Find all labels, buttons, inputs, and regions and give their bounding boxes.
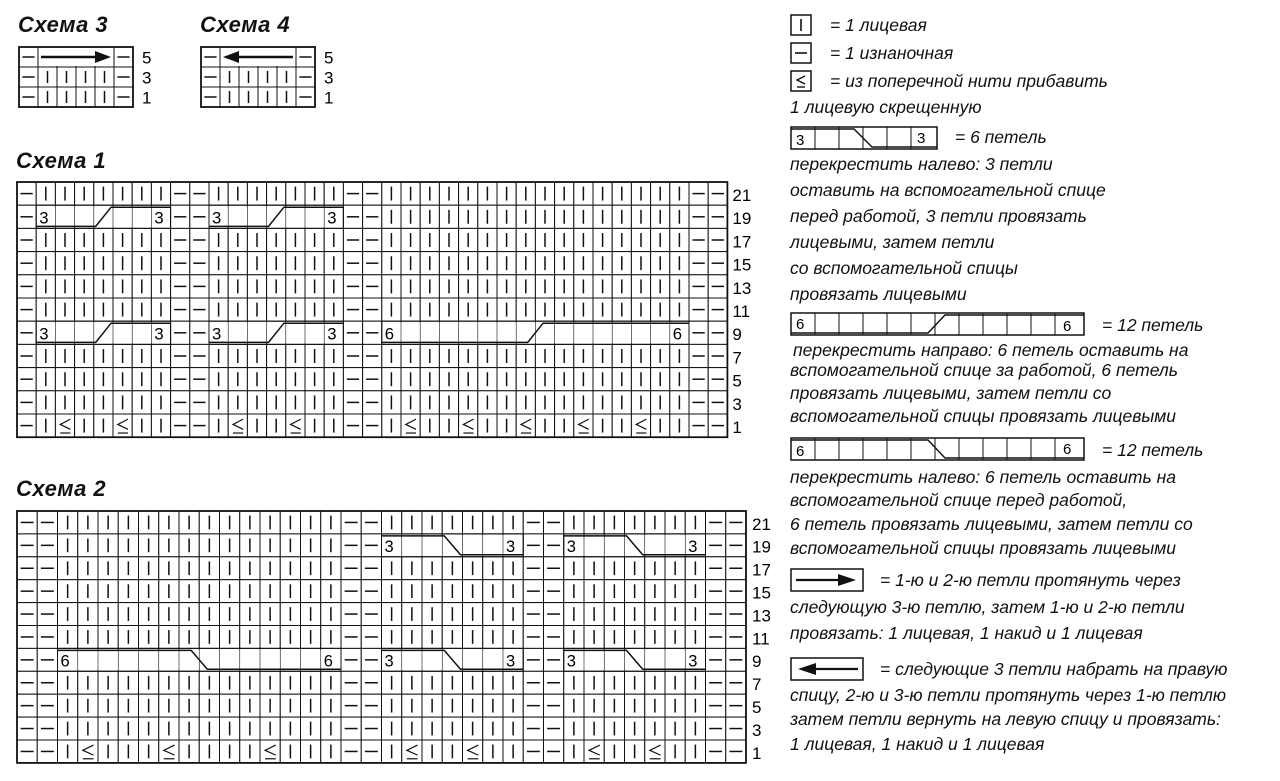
scheme-3-title: Схема 3	[18, 12, 109, 37]
legend-cable-6-desc-3: перед работой, 3 петли провязать	[790, 206, 1087, 226]
stitch-cell	[631, 414, 650, 437]
row-number: 11	[732, 302, 751, 322]
cable-12-right-symbol-icon	[790, 311, 1086, 337]
cable-12-left-num-a: 6	[796, 443, 805, 460]
legend-cable-6-desc-4: лицевыми, затем петли	[790, 232, 995, 252]
cable-count-label: 6	[672, 324, 683, 344]
arrow-left-symbol-icon	[790, 657, 864, 681]
legend-cable-12-left-label: = 12 петель	[1102, 440, 1204, 460]
stitch-cell	[78, 740, 98, 763]
row-number: 15	[732, 255, 752, 275]
s1-chart	[17, 182, 751, 437]
cable-count-label: 6	[323, 652, 333, 671]
legend-cable-12-right-desc-3: провязать лицевыми, затем петли со	[790, 383, 1112, 403]
legend-cable-12-right-desc-4: вспомогательной спицы провязать лицевыми	[790, 406, 1176, 426]
legend-arrow-right-desc-2: провязать: 1 лицевая, 1 накид и 1 лицевая	[790, 623, 1143, 643]
s4-chart	[201, 47, 333, 107]
cable-count-label: 3	[154, 324, 164, 344]
row-number: 9	[732, 325, 742, 345]
cable-12-left-symbol-icon	[790, 436, 1086, 462]
cable-count-label: 3	[212, 208, 222, 228]
row-number: 3	[142, 68, 152, 88]
legend-arrow-left-desc-2: затем петли вернуть на левую спицу и провязать:	[790, 709, 1221, 729]
s2-chart	[17, 511, 771, 763]
legend-cable-6-desc-6: провязать лицевыми	[790, 284, 967, 304]
cable-12-right-num-b: 6	[1063, 318, 1072, 335]
row-number: 17	[752, 560, 771, 580]
stitch-cell	[113, 414, 132, 437]
scheme-2-title: Схема 2	[16, 476, 107, 501]
row-number: 5	[732, 371, 742, 391]
legend-cable-12-left-desc-2: вспомогательной спице перед работой,	[790, 490, 1128, 510]
row-number: 5	[324, 48, 334, 68]
legend-arrow-left-desc-3: 1 лицевая, 1 накид и 1 лицевая	[790, 734, 1045, 754]
legend-cable-12-right-desc-2: вспомогательной спице за работой, 6 петель	[790, 360, 1178, 380]
row-number: 1	[732, 418, 742, 438]
increase-symbol-icon	[790, 70, 812, 92]
row-number: 13	[752, 606, 771, 626]
stitch-cell	[55, 414, 74, 437]
stitch-cell	[159, 740, 179, 763]
cable-count-label: 3	[384, 537, 394, 556]
cable-count-label: 3	[154, 208, 164, 228]
row-number: 7	[752, 675, 762, 695]
row-number: 21	[732, 186, 752, 206]
cable-6-left-num-b: 3	[917, 130, 926, 147]
row-number: 15	[752, 583, 771, 603]
legend-cable-6-label: = 6 петель	[955, 127, 1047, 147]
purl-symbol-icon	[790, 42, 812, 64]
arrow-right-symbol-icon	[790, 568, 864, 592]
legend-increase-line2: 1 лицевую скрещенную	[790, 97, 982, 117]
cable-count-label: 3	[566, 537, 576, 556]
cable-count-label: 3	[39, 208, 49, 228]
cable-6-left-num-a: 3	[796, 132, 805, 149]
row-number: 3	[752, 720, 762, 740]
legend-arrow-right-line1: = 1-ю и 2-ю петли протянуть через	[880, 570, 1181, 590]
legend-increase-line1: = из поперечной нити прибавить	[830, 71, 1108, 91]
legend-arrow-right-desc-1: следующую 3-ю петлю, затем 1-ю и 2-ю петли	[790, 597, 1185, 617]
legend-purl: = 1 изнаночная	[830, 43, 954, 63]
stitch-cell	[459, 414, 478, 437]
cable-count-label: 3	[384, 652, 394, 671]
legend-cable-12-right-label: = 12 петель	[1102, 315, 1204, 335]
cable-count-label: 3	[212, 324, 222, 344]
row-number: 1	[324, 88, 334, 108]
row-number: 7	[732, 348, 742, 368]
row-number: 1	[142, 88, 152, 108]
row-number: 5	[752, 697, 762, 717]
cable-count-label: 3	[506, 537, 516, 556]
legend-knit: = 1 лицевая	[830, 15, 927, 35]
cable-count-label: 6	[384, 324, 395, 344]
row-number: 9	[752, 652, 762, 672]
legend-cable-12-right-desc-1: перекрестить направо: 6 петель оставить на	[793, 340, 1189, 360]
s3-chart	[19, 47, 151, 107]
stitch-cell	[286, 414, 305, 437]
cable-count-label: 3	[566, 652, 576, 671]
row-number: 19	[752, 537, 771, 557]
stitch-cell	[516, 414, 535, 437]
row-number: 19	[732, 209, 752, 229]
legend-cable-12-left-desc-3: 6 петель провязать лицевыми, затем петли со	[790, 514, 1193, 534]
cable-count-label: 3	[688, 652, 698, 671]
legend-cable-12-left-desc-4: вспомогательной спицы провязать лицевыми	[790, 538, 1176, 558]
cable-count-label: 3	[327, 208, 337, 228]
row-number: 3	[324, 68, 334, 88]
cable-count-label: 3	[39, 324, 49, 344]
cable-6-left-symbol-icon	[790, 125, 940, 151]
legend-cable-6-desc-5: со вспомогательной спицы	[790, 258, 1018, 278]
legend-cable-6-desc-2: оставить на вспомогательной спице	[790, 180, 1106, 200]
stitch-cell	[401, 414, 420, 437]
row-number: 13	[732, 278, 752, 298]
cable-12-right-num-a: 6	[796, 316, 805, 333]
legend-cable-12-left-desc-1: перекрестить налево: 6 петель оставить на	[790, 467, 1176, 487]
legend-arrow-left-desc-1: спицу, 2-ю и 3-ю петли протянуть через 1-ю петлю	[790, 685, 1227, 705]
legend-arrow-left-line1: = следующие 3 петли набрать на правую	[880, 659, 1228, 679]
row-number: 17	[732, 232, 752, 252]
knit-symbol-icon	[790, 14, 812, 36]
stitch-cell	[645, 740, 665, 763]
cable-12-left-num-b: 6	[1063, 441, 1072, 458]
cable-count-label: 3	[688, 537, 698, 556]
cable-count-label: 3	[327, 324, 337, 344]
legend-cable-6-desc-1: перекрестить налево: 3 петли	[790, 154, 1053, 174]
scheme-4-title: Схема 4	[200, 12, 291, 37]
stitch-cell	[463, 740, 483, 763]
cable-count-label: 6	[60, 652, 70, 671]
row-number: 3	[732, 394, 742, 414]
row-number: 5	[142, 48, 152, 68]
scheme-1-title: Схема 1	[16, 148, 107, 173]
stitch-cell	[584, 740, 604, 763]
row-number: 1	[752, 743, 762, 763]
cable-count-label: 3	[506, 652, 516, 671]
stitch-cell	[402, 740, 422, 763]
row-number: 21	[752, 514, 771, 534]
stitch-cell	[228, 414, 247, 437]
row-number: 11	[752, 629, 770, 649]
stitch-cell	[574, 414, 593, 437]
stitch-cell	[260, 740, 280, 763]
